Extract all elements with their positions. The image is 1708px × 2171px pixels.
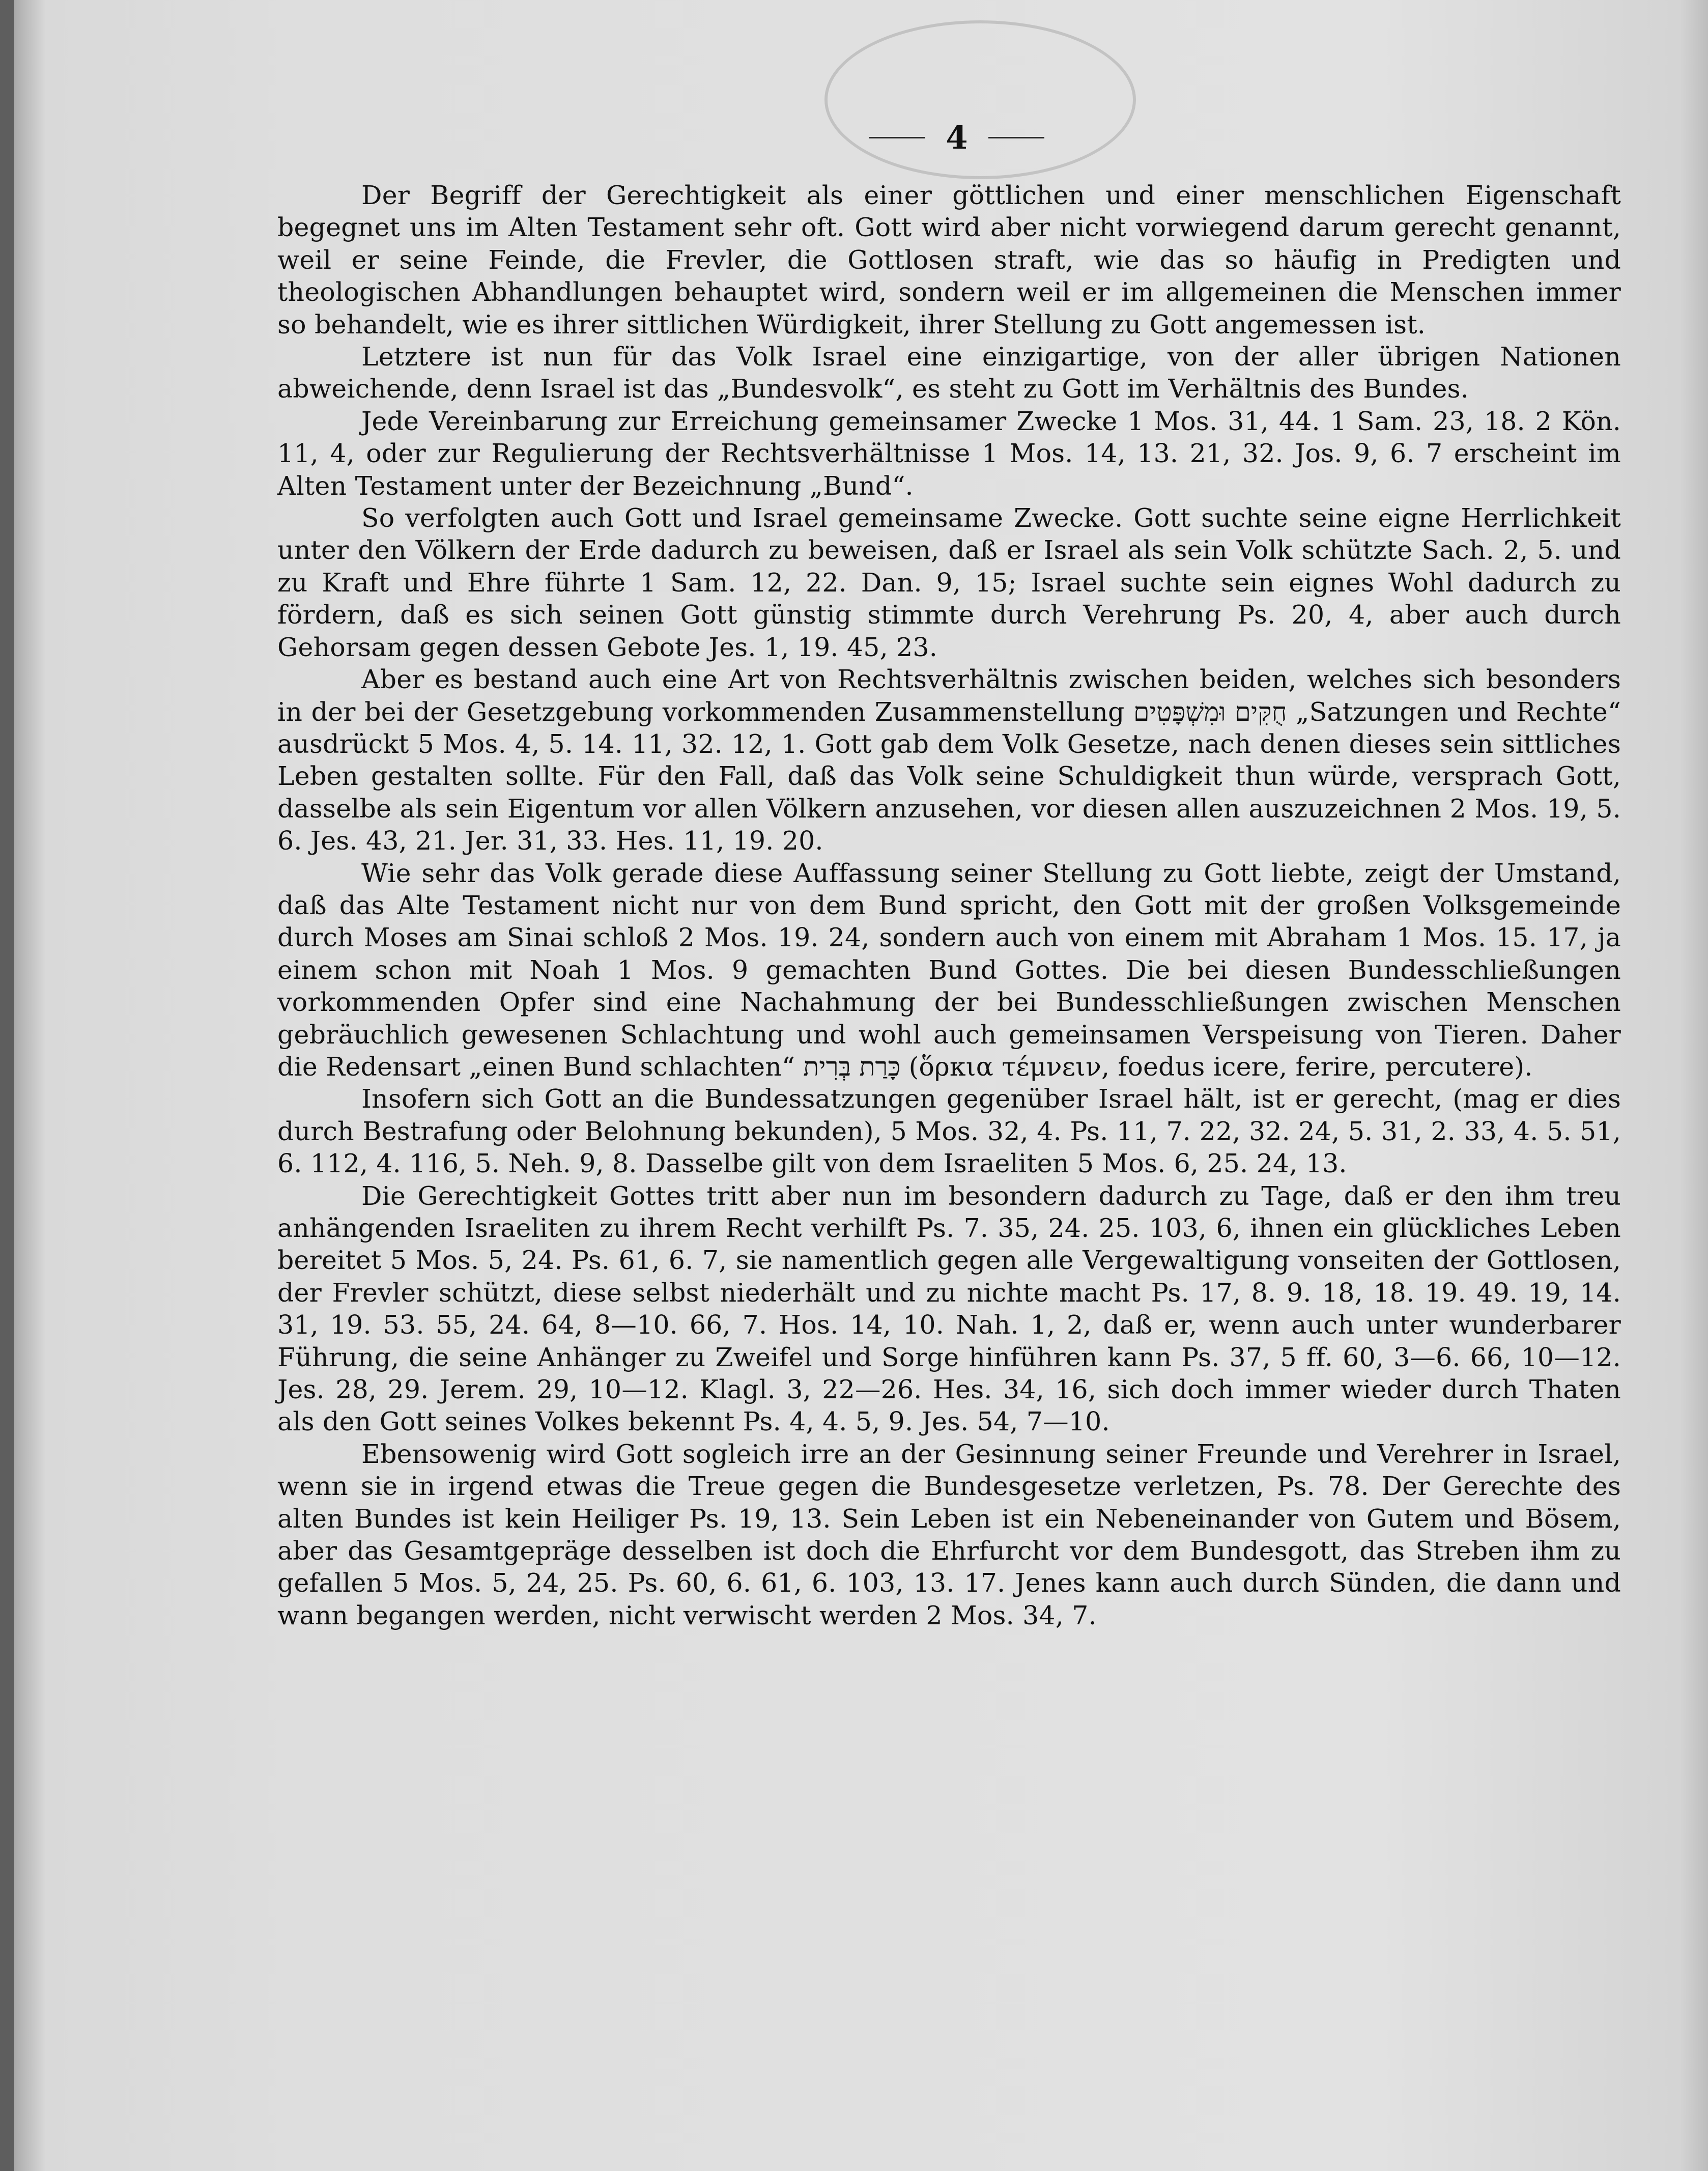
paragraph-3: Jede Vereinbarung zur Erreichung gemeinsamer Zwecke 1 Mos. 31, 44. 1 Sam. 23, 18. 2 Kön. 11, 4, oder zur Regulierung der Rechtsverhältnisse 1 Mos. 14, 13. 21, 32. Jos. 9, 6. 7 erscheint im Alten Testament unter der Bezeichnung „Bund“. — [277, 406, 1621, 501]
header-rule-left — [869, 137, 925, 138]
paragraph-7: Insofern sich Gott an die Bundessatzungen gegenüber Israel hält, ist er gerecht, (mag er dies durch Bestrafung oder Belohnung bekunden), 5 Mos. 32, 4. Ps. 11, 7. 22, 32. 24, 5. 31, 2. 33, 4. 5. 51, 6. 112, 4. 116, 5. Neh. 9, 8. Dasselbe gilt von dem Israeliten 5 Mos. 6, 25. 24, 13. — [277, 1084, 1621, 1179]
paragraph-2: Letztere ist nun für das Volk Israel eine einzigartige, von der aller übrigen Nationen abweichende, denn Israel ist das „Bundesvolk“, es steht zu Gott im Verhältnis des Bundes. — [277, 342, 1621, 404]
paragraph-1: Der Begriff der Gerechtigkeit als einer göttlichen und einer menschlichen Eigenschaft begegnet uns im Alten Testament sehr oft. Gott wird aber nicht vorwiegend darum gerecht genannt, weil er seine Feinde, die Frevler, die Gottlosen straft, wie das so häufig in Predigten und theologischen Abhandlungen behauptet wird, sondern weil er im allgemeinen die Menschen immer so behandelt, wie es ihrer sittlichen Würdigkeit, ihrer Stellung zu Gott angemessen ist. — [277, 180, 1621, 340]
paragraph-4: So verfolgten auch Gott und Israel gemeinsame Zwecke. Gott suchte seine eigne Herrlichkeit unter den Völkern der Erde dadurch zu beweisen, daß er Israel als sein Volk schützte Sach. 2, 5. und zu Kraft und Ehre führte 1 Sam. 12, 22. Dan. 9, 15; Israel suchte sein eignes Wohl dadurch zu fördern, daß es sich seinen Gott günstig stimmte durch Verehrung Ps. 20, 4, aber auch durch Gehorsam gegen dessen Gebote Jes. 1, 19. 45, 23. — [277, 503, 1621, 662]
paragraph-9: Ebensowenig wird Gott sogleich irre an der Gesinnung seiner Freunde und Verehrer in Israel, wenn sie in irgend etwas die Treue gegen die Bundesgesetze verletzen, Ps. 78. Der Gerechte des alten Bundes ist kein Heiliger Ps. 19, 13. Sein Leben ist ein Nebeneinander von Gutem und Bösem, aber das Gesamtgepräge desselben ist doch die Ehrfurcht vor dem Bundesgott, das Streben ihm zu gefallen 5 Mos. 5, 24, 25. Ps. 60, 6. 61, 6. 103, 13. 17. Jenes kann auch durch Sünden, die dann und wann begangen werden, nicht verwischt werden 2 Mos. 34, 7. — [277, 1439, 1621, 1630]
paragraph-5: Aber es bestand auch eine Art von Rechtsverhältnis zwischen beiden, welches sich besonders in der bei der Gesetzgebung vorkommenden Zusammenstellung חֻקִּים וּמִשְׁפָּטִים „Satzungen und Rechte“ ausdrückt 5 Mos. 4, 5. 14. 11, 32. 12, 1. Gott gab dem Volk Gesetze, nach denen dieses sein sittliches Leben gestalten sollte. Für den Fall, daß das Volk seine Schuldigkeit thun würde, versprach Gott, dasselbe als sein Eigentum vor allen Völkern anzusehen, vor diesen allen auszuzeichnen 2 Mos. 19, 5. 6. Jes. 43, 21. Jer. 31, 33. Hes. 11, 19. 20. — [277, 664, 1621, 856]
page-header — [855, 115, 1059, 160]
header-rule-right — [988, 137, 1044, 138]
paragraph-8: Die Gerechtigkeit Gottes tritt aber nun im besondern dadurch zu Tage, daß er den ihm treu anhängenden Israeliten zu ihrem Recht verhilft Ps. 7. 35, 24. 25. 103, 6, ihnen ein glückliches Leben bereitet 5 Mos. 5, 24. Ps. 61, 6. 7, sie namentlich gegen alle Vergewaltigung vonseiten der Gottlosen, der Frevler schützt, diese selbst niederhält und zu nichte macht Ps. 17, 8. 9. 18, 18. 19. 49. 19, 14. 31, 19. 53. 55, 24. 64, 8—10. 66, 7. Hos. 14, 10. Nah. 1, 2, daß er, wenn auch unter wunderbarer Führung, die seine Anhänger zu Zweifel und Sorge hinführen kann Ps. 37, 5 ff. 60, 3—6. 66, 10—12. Jes. 28, 29. Jerem. 29, 10—12. Klagl. 3, 22—26. Hes. 34, 16, sich doch immer wieder durch Thaten als den Gott seines Volkes bekennt Ps. 4, 4. 5, 9. Jes. 54, 7—10. — [277, 1180, 1621, 1437]
body-text — [277, 179, 1621, 1631]
binding-edge — [0, 0, 14, 2171]
paragraph-6: Wie sehr das Volk gerade diese Auffassung seiner Stellung zu Gott liebte, zeigt der Umstand, daß das Alte Testament nicht nur von dem Bund spricht, den Gott mit der großen Volksgemeinde durch Moses am Sinai schloß 2 Mos. 19. 24, sondern auch von einem mit Abraham 1 Mos. 15. 17, ja einem schon mit Noah 1 Mos. 9 gemachten Bund Gottes. Die bei diesen Bundesschließungen vorkommenden Opfer sind eine Nachahmung der bei Bundesschließungen zwischen Menschen gebräuchlich gewesenen Schlachtung und wohl auch gemeinsamen Verspeisung von Tieren. Daher die Redensart „einen Bund schlachten“ כָּרַת בְּרִית (ὅρκια τέμνειν, foedus icere, ferire, percutere). — [277, 858, 1621, 1082]
page-number: 4 — [946, 119, 968, 156]
